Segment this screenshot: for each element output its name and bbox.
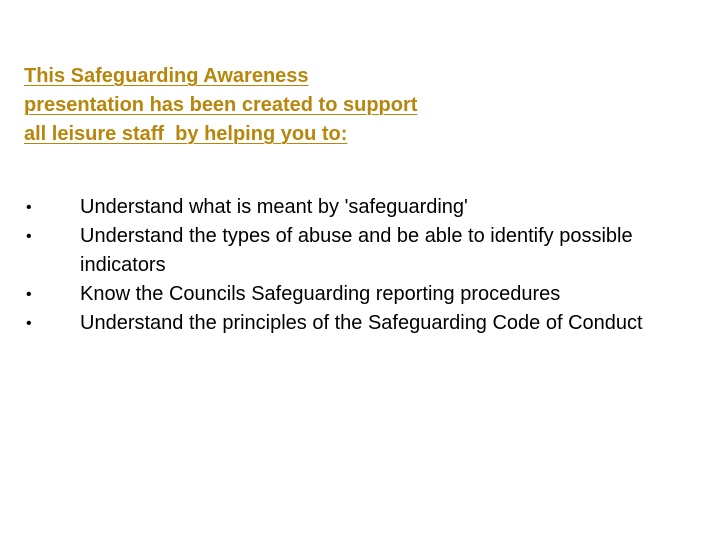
heading-line: This Safeguarding Awareness [24, 65, 309, 87]
bullet-text: Understand the types of abuse and be able to identify possible indicators [80, 225, 633, 276]
bullet-item [20, 222, 700, 280]
bullet-icon: • [26, 286, 32, 303]
bullet-item [20, 309, 700, 338]
bullet-text: Understand the principles of the Safeguarding Code of Conduct [80, 312, 643, 334]
slide-heading [24, 62, 524, 149]
bullet-item [20, 280, 700, 309]
heading-line: presentation has been created to support [24, 94, 418, 116]
bullet-item [20, 193, 700, 222]
bullet-text: Understand what is meant by 'safeguarding' [80, 196, 468, 218]
bullet-text: Know the Councils Safeguarding reporting procedures [80, 283, 561, 305]
bullet-list [20, 193, 700, 338]
bullet-icon: • [26, 315, 32, 332]
heading-line: all leisure staff by helping you to: [24, 123, 348, 145]
bullet-icon: • [26, 199, 32, 216]
bullet-icon: • [26, 228, 32, 245]
